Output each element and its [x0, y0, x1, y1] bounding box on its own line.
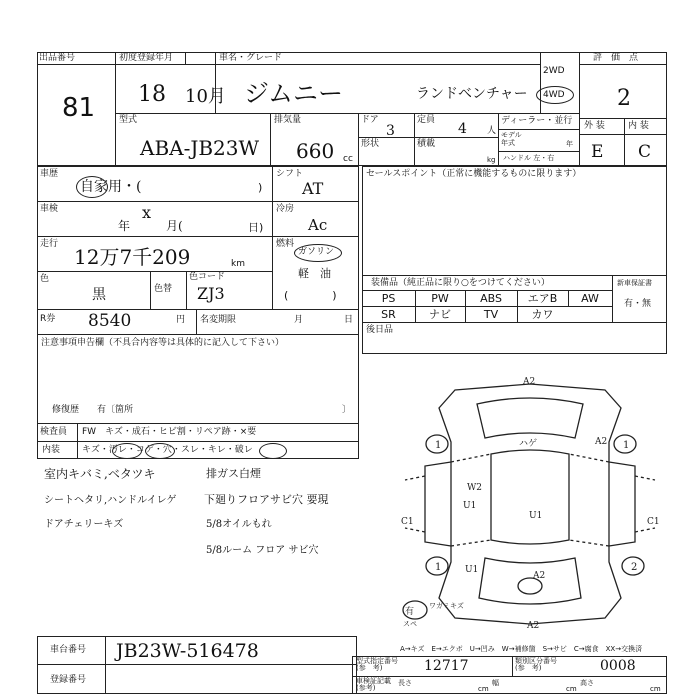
chassis-value: JB23W-516478: [116, 640, 259, 662]
note-line-3: ドアチェリーキズ: [44, 519, 124, 530]
inspection-close: 日): [248, 221, 264, 234]
model-label: 型式: [119, 115, 138, 125]
height-label: 高さ: [580, 679, 594, 687]
mileage-unit: km: [231, 259, 245, 269]
diagram-mark-8: W2: [467, 483, 482, 493]
svg-text:1: 1: [435, 440, 442, 451]
first-reg-year: 18: [138, 82, 166, 107]
mark-circle-kizu: [112, 443, 142, 459]
load-unit: kg: [487, 156, 496, 164]
mark-circle-sure: [259, 443, 287, 459]
category-value: 0008: [600, 658, 636, 674]
name-change-day: 日: [344, 315, 354, 325]
exterior-label: 外 装: [584, 121, 605, 131]
door-value: 3: [386, 123, 395, 139]
diagram-legend: A→キズ E→エクボ U→凹み W→補修箇 S→サビ C→腐食 XX→交換済: [400, 645, 643, 653]
later-box: [362, 322, 667, 354]
fuel-label: 燃料: [276, 239, 295, 249]
first-reg-month: 10月: [185, 86, 226, 107]
svg-text:1: 1: [435, 562, 442, 573]
history-circle: [76, 176, 108, 198]
inspector-label: 検査員: [40, 427, 68, 437]
capacity-unit: 人: [487, 126, 497, 136]
diagram-mark-14: A2: [533, 571, 546, 581]
inspection-value: 年 月(: [118, 219, 183, 233]
displacement-value: 660: [296, 139, 335, 163]
register-label: 登録番号: [50, 675, 87, 685]
diagram-mark-5: ハゲ: [519, 439, 538, 449]
note-line-6: 5/8オイルもれ: [206, 519, 272, 530]
name-change-label: 名変期限: [200, 315, 237, 325]
svg-text:2: 2: [631, 562, 638, 573]
diagram-mark-13: U1: [465, 565, 479, 575]
inspector-items: FW キズ・成石・ヒビ割・リペア跡・×要: [82, 427, 257, 437]
diagram-mark-16: 有: [405, 607, 415, 617]
equip-airbag: エアB: [527, 292, 558, 305]
mark-circle-yogore: [145, 443, 175, 459]
note-line-4: 排ガス白煙: [206, 467, 261, 480]
category-label: 類別区分番号 (参 考): [515, 657, 557, 673]
width-label: 幅: [492, 679, 499, 687]
recycle-value: 8540: [88, 311, 132, 331]
equip-tv: TV: [483, 308, 499, 321]
note-line-1: 室内キバミ,ベタツキ: [44, 467, 156, 481]
mileage-label: 走行: [40, 239, 59, 249]
lot-number: 81: [62, 93, 96, 123]
interior-label: 内 装: [628, 121, 649, 131]
diagram-mark-10: U1: [529, 511, 543, 521]
mileage-value: 12万7千209: [74, 245, 191, 269]
diagram-mark-15: A2: [527, 621, 540, 631]
drive-4wd-circle: [536, 86, 574, 104]
recycle-unit: 円: [176, 315, 186, 325]
recycle-label: R券: [40, 314, 56, 324]
interior-value: C: [638, 142, 652, 162]
load-label: 積載: [417, 139, 436, 149]
svg-text:1: 1: [623, 440, 630, 451]
exterior-value: E: [591, 142, 604, 162]
verified-label: 車検証記載 (参考): [356, 677, 391, 693]
repair-close: 〕: [342, 405, 352, 415]
recycle-box: [37, 309, 359, 335]
history-value: 自家用・(: [80, 179, 142, 195]
year-unit: 年: [566, 140, 573, 148]
name-change-month: 月: [294, 315, 304, 325]
history-label: 車歴: [40, 169, 59, 179]
grade: ランドベンチャー: [416, 86, 528, 102]
equip-aw: AW: [581, 292, 599, 305]
chassis-label: 車台番号: [50, 645, 87, 655]
shift-value: AT: [302, 179, 324, 198]
color-code-label: 色コード: [189, 272, 226, 282]
fuel-paren: ( ): [284, 289, 337, 302]
equipment-label: 装備品（純正品に限り○をつけてください）: [371, 278, 550, 288]
displacement-unit: cc: [343, 154, 353, 164]
diagram-mark-1: A2: [523, 377, 536, 387]
ac-label: 冷房: [276, 204, 295, 214]
note-line-5: 下廻りフロアサビ穴 要現: [204, 493, 329, 506]
first-reg-label: 初度登録年月: [119, 53, 174, 63]
interior-row-label: 内装: [42, 445, 61, 455]
dealer-label: ディーラー・並行: [501, 116, 573, 126]
equip-sr: SR: [381, 308, 396, 321]
score-value: 2: [617, 86, 631, 111]
door-label: ドア: [361, 115, 379, 125]
width-unit: cm: [566, 685, 577, 693]
diagram-mark-12: C1: [647, 517, 660, 527]
drive-4wd: 4WD: [543, 90, 565, 100]
model-spec-value: 12717: [424, 658, 469, 674]
equip-navi: ナビ: [429, 308, 451, 321]
shift-label: シフト: [276, 169, 304, 179]
fuel-value: ガソリン: [298, 247, 335, 257]
height-unit: cm: [650, 685, 661, 693]
history-close: ): [258, 181, 263, 194]
model-value: ABA-JB23W: [140, 136, 260, 160]
lot-label: 出品番号: [39, 53, 76, 63]
diagram-mark-17: ワガミキズ: [429, 602, 464, 610]
model-spec-label: 型式指定番号 (参 考): [356, 657, 398, 673]
inspection-mark: x: [142, 203, 152, 222]
name-grade-label: 車名・グレード: [219, 53, 283, 63]
inspection-label: 車検: [40, 204, 59, 214]
ac-value: Ac: [308, 216, 328, 234]
interior-items: キズ・汚レ・コゲ・穴・スレ・キレ・破レ: [82, 445, 253, 455]
shape-label: 形状: [361, 139, 380, 149]
equip-leather: カワ: [531, 308, 554, 321]
length-unit: cm: [478, 685, 489, 693]
note-line-2: シートヘタリ,ハンドルイレゲ: [44, 495, 177, 506]
diagram-mark-18: スペ: [403, 620, 417, 628]
car-damage-diagram: [395, 372, 665, 634]
capacity-value: 4: [458, 121, 467, 137]
score-label: 評 価 点: [593, 53, 639, 63]
equip-pw: PW: [431, 292, 449, 305]
length-label: 長さ: [398, 679, 412, 687]
note-line-7: 5/8ルーム フロア サビ穴: [206, 545, 319, 556]
displacement-label: 排気量: [274, 115, 302, 125]
diagram-mark-9: U1: [463, 501, 477, 511]
color-label: 色: [40, 274, 50, 284]
fuel-light-oil: 軽 油: [298, 267, 331, 280]
equip-abs: ABS: [480, 292, 502, 305]
diagram-mark-2: A2: [595, 437, 608, 447]
sales-point-box: [362, 166, 667, 276]
warranty-value: 有・無: [624, 299, 652, 309]
repair-label: 修復歴 有〔箇所: [52, 405, 134, 415]
capacity-label: 定員: [417, 115, 436, 125]
car-name: ジムニー: [244, 79, 344, 108]
diagram-mark-11: C1: [401, 517, 414, 527]
handle-label: ハンドル 左・右: [503, 154, 555, 162]
color-value: 黒: [92, 287, 106, 303]
model-year-label: モデル 年式: [501, 131, 522, 147]
later-label: 後日品: [366, 325, 394, 335]
equip-ps: PS: [381, 292, 396, 305]
notes-label: 注意事項申告欄（不具合内容等は具体的に記入して下さい）: [41, 338, 285, 348]
color-code-value: ZJ3: [197, 284, 225, 303]
drive-2wd: 2WD: [543, 66, 565, 76]
sales-point-label: セールスポイント（正常に機能するものに限ります）: [366, 169, 582, 179]
fuel-circle: [294, 244, 342, 262]
color-swap-label: 色替: [154, 284, 173, 294]
warranty-label: 新車保証書: [617, 279, 652, 287]
